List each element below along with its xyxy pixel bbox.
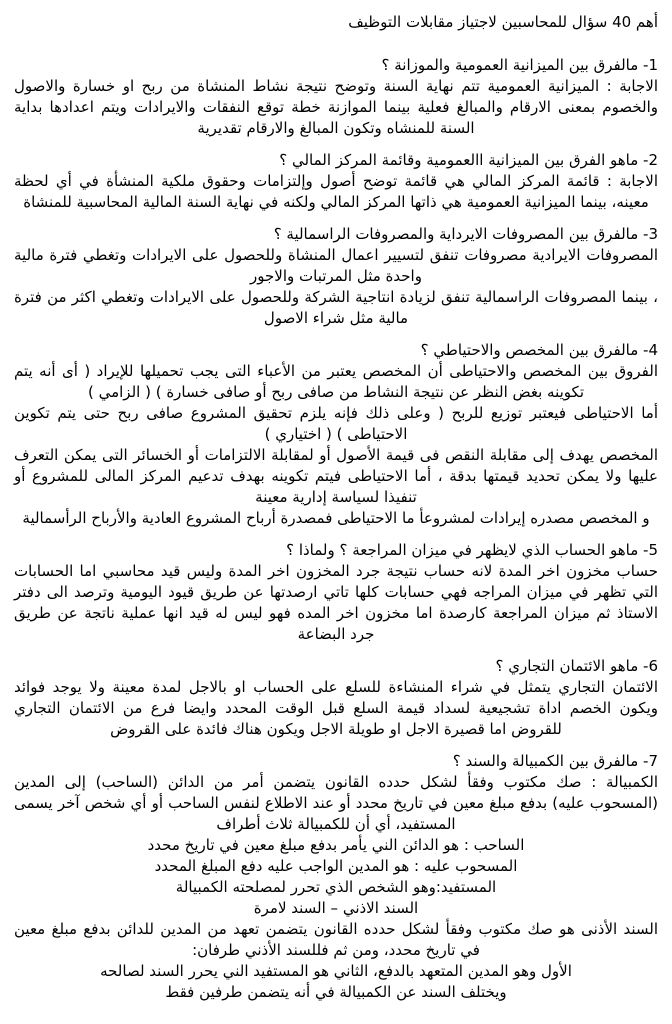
answer-7-para-5: السند الاذني – السند لامرة	[253, 899, 419, 917]
qa-block-4	[14, 340, 658, 529]
answer-7-para-4: المستفيد:وهو الشخص الذي تحرر لمصلحته الكمبيالة	[175, 878, 497, 896]
qa-block-6	[14, 656, 658, 740]
answer-7-para-6: السند الأذنى هو صك مكتوب وفقأ لشكل حدده القانون يتضمن تعهد من المدين للدائن بدفع مبلغ معين في تاريخ محدد، ومن ثم فللسند الأذني طرفان:	[14, 920, 658, 959]
answer-4-para-1: الفروق بين المخصص والاحتياطى أن المخصص يعتبر من الأعباء التى يجب تحميلها للإيراد ( أى أنه يتم تكوينه بغض النظر عن نتيجة النشاط من صافى ربح أو صافى خسارة ) ( الزامي )	[14, 362, 658, 401]
answer-4-para-3: المخصص يهدف إلى مقابلة النقص فى قيمة الأصول أو لمقابلة الالتزامات أو الخسائر التى يمكن التعرف عليها ولا يمكن تحديد قيمتها بدقة ، أما الاحتياطى فيتم تكوينه بهدف تدعيم المركز المالى للمشروع أو تنفيذا لسياسة إدارية معينة	[14, 446, 658, 506]
answer-6-para-1: الائتمان التجاري يتمثل في شراء المنشاءة للسلع على الحساب او بالاجل لمدة معينة ولا يوجد فوائد ويكون الخصم اداة تشجيعية لسداد قيمة السلع قبل الوقت المحدد وايضا فرع من الائتمان التجاري للقروض اما قصيرة الاجل او طويلة الاجل ويكون هناك فائدة على القروض	[14, 678, 658, 738]
answer-7-para-8: ويختلف السند عن الكمبيالة في أنه يتضمن طرفين فقط	[165, 983, 507, 1001]
answer-1-para-1: الاجابة : الميزانية العمومية تتم نهاية السنة وتوضح نتيجة نشاط المنشاة من ربح او خسارة والاصول والخصوم بمعنى الارقام والمبالغ فعلية بينما الموازنة خطة توقع النفقات والايرادات ويتم اعدادها بداية السنة للمنشاه وتكون المبالغ والارقام تقديرية	[14, 77, 658, 137]
qa-block-7	[14, 751, 658, 1003]
answer-7-para-3: المسحوب عليه : هو المدين الواجب عليه دفع المبلغ المحدد	[154, 857, 518, 875]
answer-7-para-7: الأول وهو المدين المتعهد بالدفع، الثاني هو المستفيد الني يحرر السند لصالحه	[100, 962, 572, 980]
question-5: 5- ماهو الحساب الذي لايظهر في ميزان المراجعة ؟ ولماذا ؟	[286, 541, 658, 559]
qa-block-5	[14, 540, 658, 645]
answer-3-para-1: المصروفات الايرادية مصروفات تنفق لتسيير اعمال المنشاة وللحصول على الايرادات وتغطي فترة مالية واحدة مثل المرتبات والاجور	[14, 246, 658, 285]
qa-block-1	[14, 55, 658, 139]
answer-7-para-2: الساحب : هو الدائن الني يأمر بدفع مبلغ معين في تاريخ محدد	[147, 836, 525, 854]
question-3: 3- مالفرق بين المصروفات الايرداية والمصروفات الراسمالية ؟	[273, 225, 658, 243]
question-7: 7- مالفرق بين الكمبيالة والسند ؟	[452, 752, 658, 770]
question-6: 6- ماهو الائتمان التجاري ؟	[495, 657, 658, 675]
answer-2-para-1: الاجابة : قائمة المركز المالي هي قائمة توضح أصول وإلتزامات وحقوق ملكية المنشأة في أي لحظة معينه، بينما الميزانية العمومية هي ذاتها المركز المالي ولكنه في نهاية السنة المالية المحاسبية للمنشاة	[14, 172, 658, 211]
answer-4-para-2: أما الاحتياطى فيعتبر توزيع للربح ( وعلى ذلك فإنه يلزم تحقيق المشروع صافى ربح حتى يتم تكوين الاحتياطى ) ( اختياري )	[14, 404, 658, 443]
question-4: 4- مالفرق بين المخصص والاحتياطي ؟	[420, 341, 658, 359]
answer-7-para-1: الكمبيالة : صك مكتوب وفقأ لشكل حدده القانون يتضمن أمر من الدائن (الساحب) إلى المدين (المسحوب عليه) بدفع مبلغ معين في تاريخ محدد أو عند الاطلاع لنفس الساحب أو أي شخص آخر يسمى المستفيد، أي أن للكمبيالة ثلاث أطراف	[14, 773, 658, 833]
question-2: 2- ماهو الفرق بين الميزانية االعمومية وقائمة المركز المالي ؟	[279, 151, 658, 169]
qa-block-3	[14, 224, 658, 329]
answer-4-para-4: و المخصص مصدره إيرادات لمشروعأ ما الاحتياطى فمصدرة أرباح المشروع العادية والأرباح الرأسمالية	[22, 509, 650, 527]
document-title: أهم 40 سؤال للمحاسبين لاجتياز مقابلات التوظيف	[348, 13, 658, 31]
answer-3-para-2: ، بينما المصروفات الراسمالية تنفق لزيادة انتاجية الشركة وللحصول على الايرادات وتغطي اكثر من فترة مالية مثل شراء الاصول	[14, 288, 658, 327]
qa-block-2	[14, 150, 658, 213]
question-1: 1- مالفرق بين الميزانية العمومية والموزانة ؟	[381, 56, 658, 74]
answer-5-para-1: حساب مخزون اخر المدة لانه حساب نتيجة جرد المخزون اخر المدة وليس قيد محاسبي اما الحسابات التي تظهر في ميزان المراجه فهي حسابات كلها تاتي ارصدتها عن طريق قيود اليومية وترصد الى دفتر الاستاذ ثم ميزان المراجعة كارصدة اما مخزون اخر المده فهو ليس له قيد انها عملية ناتجة عن طريق جرد البضاعة	[14, 562, 658, 643]
